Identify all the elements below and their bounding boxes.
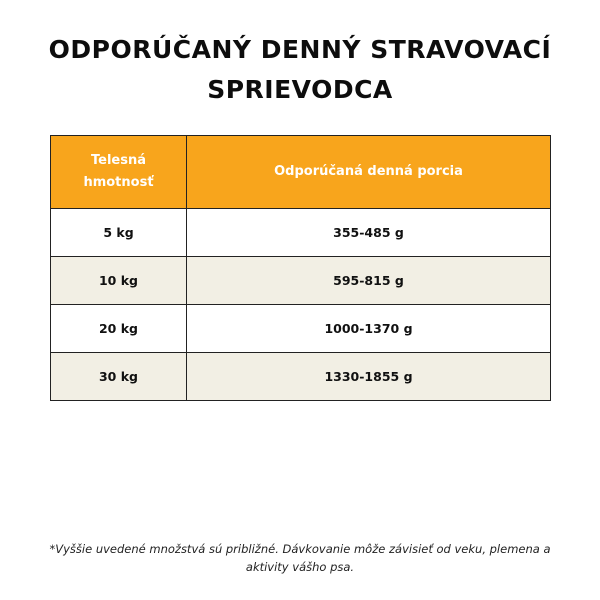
- page-title-line-2: SPRIEVODCA: [207, 75, 393, 104]
- weight-cell: 5 kg: [51, 209, 187, 257]
- feeding-guide-table-container: [50, 135, 550, 401]
- table-row: [51, 305, 551, 353]
- table-row: [51, 257, 551, 305]
- table-header-row: [51, 136, 551, 209]
- header-body-weight: [51, 136, 187, 209]
- portion-cell: 355-485 g: [187, 209, 551, 257]
- feeding-guide-table: [50, 135, 551, 401]
- page-title: [20, 30, 580, 110]
- table-row: [51, 353, 551, 401]
- portion-cell: 595-815 g: [187, 257, 551, 305]
- header-body-weight-label: Telesná hmotnosť: [83, 153, 154, 190]
- portion-cell: 1330-1855 g: [187, 353, 551, 401]
- weight-cell: 20 kg: [51, 305, 187, 353]
- weight-cell: 30 kg: [51, 353, 187, 401]
- portion-cell: 1000-1370 g: [187, 305, 551, 353]
- footnote: *Vyššie uvedené množstvá sú približné. Dávkovanie môže závisieť od veku, plemena a aktivity vášho psa.: [49, 542, 551, 574]
- weight-cell: 10 kg: [51, 257, 187, 305]
- header-daily-portion: Odporúčaná denná porcia: [187, 136, 551, 209]
- table-row: [51, 209, 551, 257]
- page-title-line-1: ODPORÚČANÝ DENNÝ STRAVOVACÍ: [48, 35, 552, 64]
